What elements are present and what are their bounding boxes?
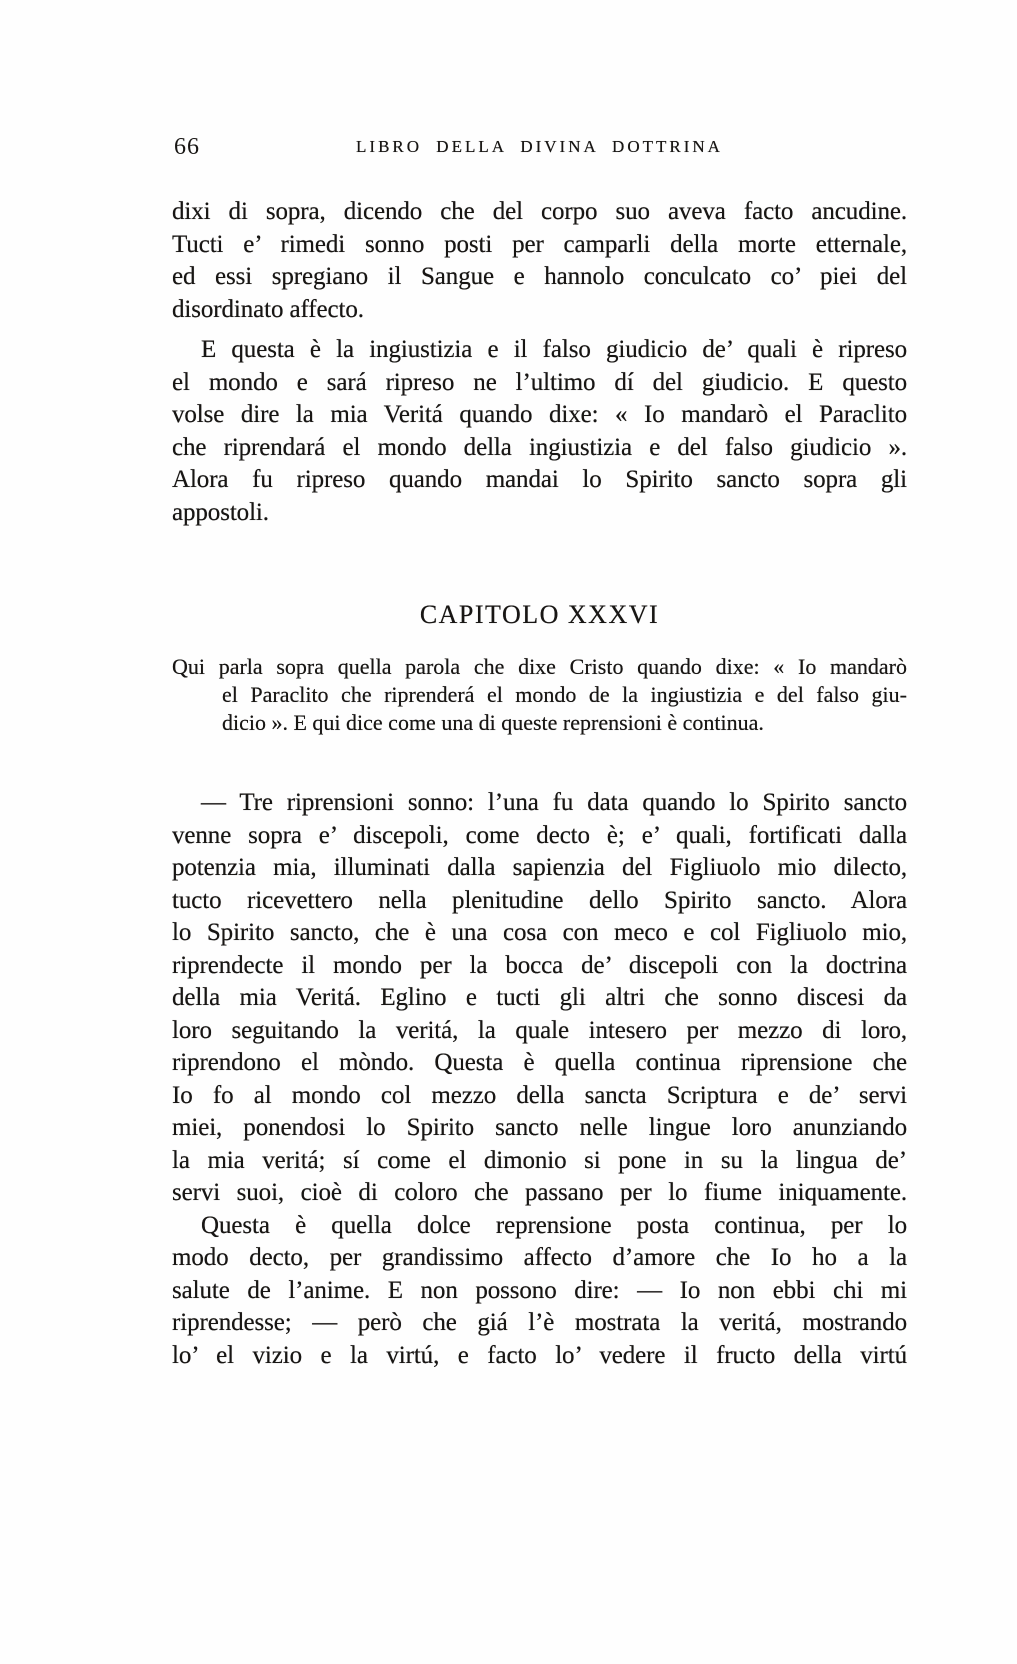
text-block bbox=[172, 0, 907, 1372]
text-line: venne sopra e’ discepoli, come decto è; e’ quali, fortificati dalla bbox=[172, 821, 907, 849]
text-line: disordinato affecto. bbox=[172, 295, 364, 323]
text-line: appostoli. bbox=[172, 498, 269, 526]
text-line: lo’ el vizio e la virtú, e facto lo’ vedere il fructo della virtú bbox=[172, 1341, 907, 1369]
text-line: — Tre riprensioni sonno: l’una fu data quando lo Spirito sancto bbox=[201, 789, 907, 816]
text-line: potenzia mia, illuminati dalla sapienzia del Figliuolo mio dilecto, bbox=[172, 854, 907, 881]
paragraph bbox=[172, 334, 907, 529]
chapter-heading: CAPITOLO XXXVI bbox=[419, 600, 660, 629]
text-line: Alora fu ripreso quando mandai lo Spirito sancto sopra gli bbox=[172, 466, 907, 493]
page-number: 66 bbox=[174, 134, 200, 160]
text-line: Questa è quella dolce reprensione posta continua, per lo bbox=[201, 1211, 907, 1239]
text-line: riprendono el mòndo. Questa è quella continua riprensione che bbox=[172, 1049, 907, 1076]
text-line: riprendecte il mondo per la bocca de’ discepoli con la doctrina bbox=[172, 951, 907, 979]
running-title: LIBRO DELLA DIVINA DOTTRINA bbox=[356, 137, 723, 156]
text-line: della mia Veritá. Eglino e tucti gli altri che sonno discesi da bbox=[172, 984, 907, 1011]
text-line: el mondo e sará ripreso ne l’ultimo dí del giudicio. E questo bbox=[172, 368, 907, 396]
text-line: ed essi spregiano il Sangue e hannolo conculcato co’ piei del bbox=[172, 263, 907, 290]
paragraph-continuation bbox=[172, 196, 907, 326]
text-line: volse dire la mia Veritá quando dixe: « Io mandarò el Paraclito bbox=[172, 401, 907, 428]
text-line: Tucti e’ rimedi sonno posti per camparli della morte etternale, bbox=[172, 230, 907, 258]
text-line: tucto ricevettero nella plenitudine dello Spirito sancto. Alora bbox=[172, 886, 907, 914]
text-line: salute de l’anime. E non possono dire: — Io non ebbi chi mi bbox=[172, 1276, 907, 1304]
text-line: servi suoi, cioè di coloro che passano per lo fiume iniquamente. bbox=[172, 1179, 907, 1206]
paragraph bbox=[172, 1210, 907, 1373]
text-line: Io fo al mondo col mezzo della sancta Scriptura e de’ servi bbox=[172, 1081, 907, 1109]
text-line: che riprendará el mondo della ingiustizia e del falso giudicio ». bbox=[172, 433, 907, 461]
text-line: Qui parla sopra quella parola che dixe Cristo quando dixe: « Io mandarò bbox=[172, 654, 907, 679]
text-line: el Paraclito che riprenderá el mondo de la ingiustizia e del falso giu- bbox=[222, 682, 907, 707]
text-line: dicio ». E qui dice come una di queste reprensioni è continua. bbox=[222, 710, 764, 735]
text-line: la mia veritá; sí come el dimonio si pone in su la lingua de’ bbox=[172, 1146, 907, 1174]
text-line: miei, ponendosi lo Spirito sancto nelle lingue loro anunziando bbox=[172, 1114, 907, 1141]
page-header bbox=[172, 134, 907, 160]
text-line: E questa è la ingiustizia e il falso giudicio de’ quali è ripreso bbox=[201, 336, 907, 363]
chapter-summary bbox=[172, 653, 907, 737]
text-line: modo decto, per grandissimo affecto d’amore che Io ho a la bbox=[172, 1244, 907, 1271]
text-line: dixi di sopra, dicendo che del corpo suo aveva facto ancudine. bbox=[172, 198, 907, 225]
text-line: loro seguitando la veritá, la quale intesero per mezzo di loro, bbox=[172, 1016, 907, 1044]
paragraph bbox=[172, 787, 907, 1210]
text-line: lo Spirito sancto, che è una cosa con meco e col Figliuolo mio, bbox=[172, 919, 907, 946]
text-line: riprendesse; — però che giá l’è mostrata la veritá, mostrando bbox=[172, 1309, 907, 1336]
